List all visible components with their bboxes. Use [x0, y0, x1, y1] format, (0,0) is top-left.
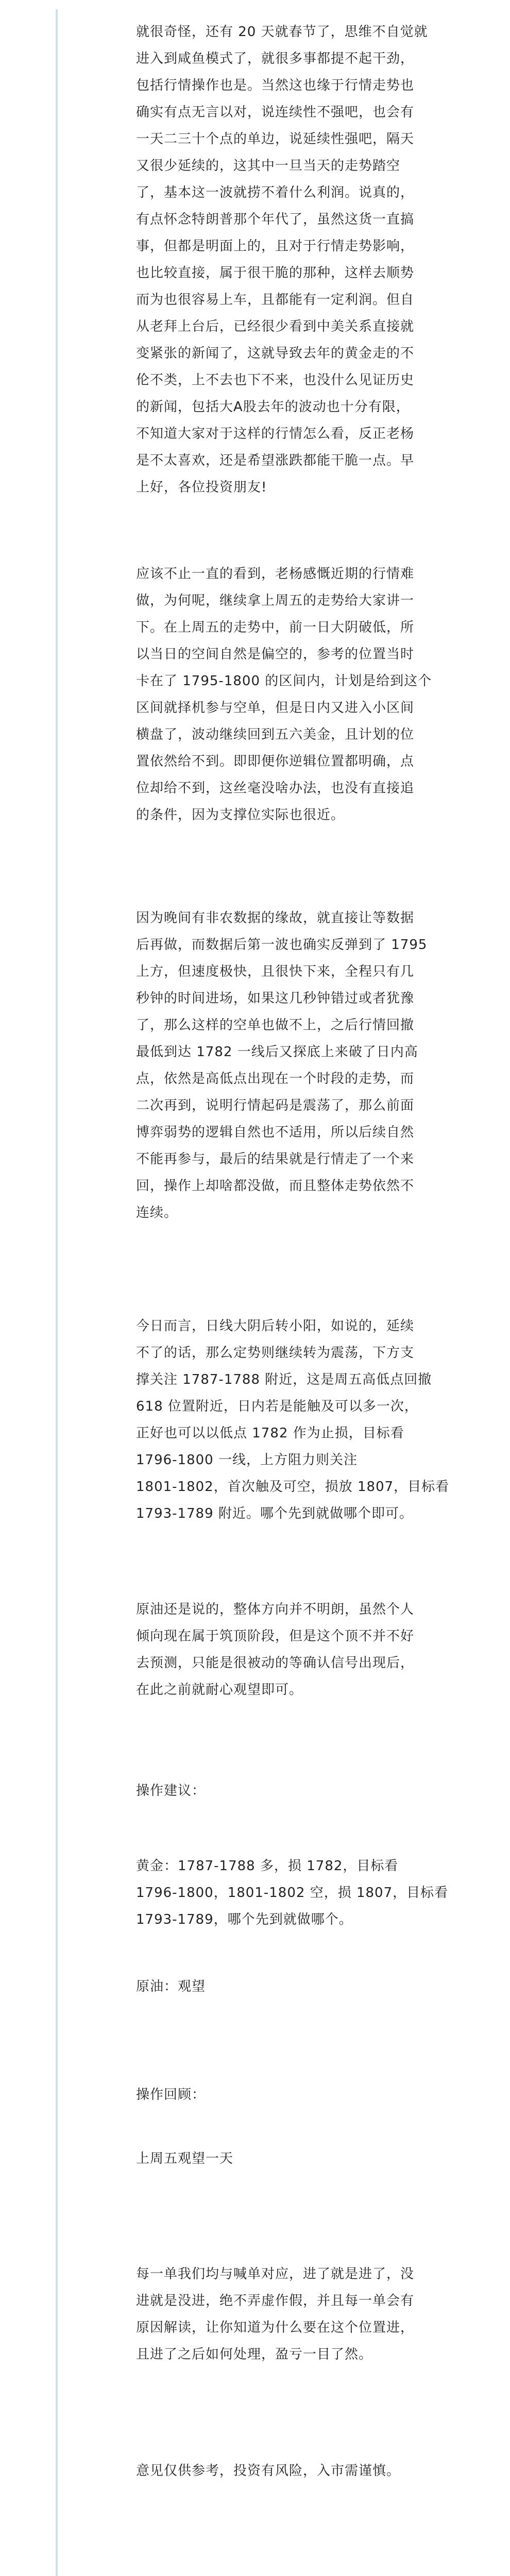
text-line: 应该不止一直的看到，老杨感慨近期的行情难	[136, 566, 415, 582]
text-line: 横盘了，波动继续回到五六美金，且计划的位	[136, 727, 415, 742]
text-line: 撑关注 1787-1788 附近，这是周五高低点回撤	[136, 1372, 432, 1387]
paragraph-text	[136, 19, 509, 501]
paragraph-text	[136, 1313, 509, 1527]
text-line: 上周五观望一天	[136, 2151, 234, 2166]
text-line: 二次再到，说明行情起码是震荡了，那么前面	[136, 1098, 415, 1113]
text-line: 以当日的空间自然是偏空的，参考的位置当时	[136, 647, 415, 662]
paragraph-text	[136, 1777, 509, 1804]
paragraph-1	[136, 19, 509, 501]
text-line: 卡在了 1795-1800 的区间内，计划是给到这个	[136, 673, 432, 689]
text-line: 最低到达 1782 一线后又探底上来破了日内高	[136, 1044, 418, 1060]
text-line: 倾向现在属于筑顶阶段，但是这个顶不并不好	[136, 1629, 415, 1644]
paragraph-3	[136, 905, 509, 1226]
text-line: 意见仅供参考，投资有风险，入市需谨慎。	[136, 2463, 401, 2479]
text-line: 不了的话，那么定势则继续转为震荡，下方支	[136, 1345, 415, 1361]
text-line: 又很少延续的，这其中一旦当天的走势踏空	[136, 158, 401, 174]
paragraph-text	[136, 2261, 509, 2368]
text-line: 原因解读，让你知道为什么要在这个位置进，	[136, 2320, 415, 2335]
paragraph-12	[136, 2458, 509, 2484]
text-line: 1793-1789，哪个先到就做哪个。	[136, 1912, 353, 1927]
text-line: 秒钟的时间进场，如果这几秒钟错过或者犹豫	[136, 991, 415, 1006]
text-line: 从老拜上台后，已经很少看到中美关系直接就	[136, 319, 415, 334]
text-line: 下。在上周五的走势中，前一日大阴破低，所	[136, 620, 415, 635]
paragraph-2	[136, 561, 509, 828]
text-line: 博弈弱势的逻辑自然也不适用，所以后续自然	[136, 1125, 415, 1140]
paragraph-10	[136, 2145, 509, 2172]
text-line: 而为也很容易上车，且都能有一定利润。但自	[136, 292, 415, 308]
text-line: 就很奇怪，还有 20 天就春节了，思维不自觉就	[136, 24, 428, 40]
text-line: 点，依然是高低点出现在一个时段的走势，而	[136, 1071, 415, 1087]
text-line: 了，基本这一波就捞不着什么利润。说真的，	[136, 185, 415, 200]
paragraph-4	[136, 1313, 509, 1527]
text-line: 做，为何呢，继续拿上周五的走势给大家讲一	[136, 593, 415, 608]
text-line: 618 位置附近，日内若是能触及可以多一次，	[136, 1399, 418, 1414]
paragraph-text	[136, 2458, 509, 2484]
paragraph-5	[136, 1596, 509, 1703]
text-line: 进入到咸鱼模式了，就很多事都提不起干劲，	[136, 51, 415, 66]
text-line: 置依然给不到。即即便你逆辑位置都明确，点	[136, 754, 415, 769]
paragraph-text	[136, 561, 509, 828]
text-line: 每一单我们均与喊单对应，进了就是进了，没	[136, 2266, 415, 2282]
text-line: 回，操作上却啥都没做，而且整体走势依然不	[136, 1178, 415, 1194]
paragraph-9	[136, 2081, 509, 2108]
text-line: 原油还是说的，整体方向并不明朗，虽然个人	[136, 1602, 415, 1617]
text-line: 1801-1802，首次触及可空，损放 1807，目标看	[136, 1479, 450, 1495]
text-line: 了，那么这样的空单也做不上，之后行情回撤	[136, 1018, 415, 1033]
text-line: 的新闻，包括大A股去年的波动也十分有限，	[136, 399, 410, 415]
text-line: 操作回顾：	[136, 2087, 206, 2103]
text-line: 上好，各位投资朋友!	[136, 480, 267, 495]
text-line: 操作建议：	[136, 1783, 206, 1799]
text-line: 也比较直接，属于很干脆的那种，这样去顺势	[136, 265, 415, 281]
text-line: 因为晚间有非农数据的缘故，就直接让等数据	[136, 910, 415, 926]
text-line: 上方，但速度极快，且很快下来，全程只有几	[136, 964, 415, 979]
text-line: 确实有点无言以对，说连续性不强吧，也会有	[136, 105, 415, 120]
text-line: 连续。	[136, 1205, 178, 1221]
text-line: 正好也可以以低点 1782 作为止损，目标看	[136, 1426, 404, 1441]
note-card	[56, 9, 501, 2576]
text-line: 一天二三十个点的单边，说延续性强吧，隔天	[136, 131, 415, 147]
text-line: 黄金：1787-1788 多，损 1782，目标看	[136, 1858, 399, 1874]
text-line: 是不太喜欢，还是希望涨跌都能干脆一点。早	[136, 453, 415, 468]
text-line: 后再做，而数据后第一波也确实反弹到了 1795	[136, 937, 428, 953]
text-line: 有点怀念特朗普那个年代了，虽然这货一直搞	[136, 212, 415, 227]
text-line: 包括行情操作也是。当然这也缘于行情走势也	[136, 78, 415, 93]
paragraph-text	[136, 1596, 509, 1703]
text-line: 1793-1789 附近。哪个先到就做哪个即可。	[136, 1506, 413, 1521]
text-line: 伦不类，上不去也下不来，也没什么见证历史	[136, 372, 415, 388]
paragraph-7	[136, 1853, 509, 1933]
paragraph-text	[136, 1973, 509, 2000]
text-line: 1796-1800，1801-1802 空，损 1807，目标看	[136, 1885, 449, 1901]
paragraph-text	[136, 1853, 509, 1933]
paragraph-text	[136, 2145, 509, 2172]
paragraph-text	[136, 2081, 509, 2108]
text-line: 今日而言，日线大阴后转小阳，如说的，延续	[136, 1318, 415, 1334]
text-line: 1796-1800 一线，上方阻力则关注	[136, 1452, 358, 1468]
text-line: 不知道大家对于这样的行情怎么看，反正老杨	[136, 426, 415, 442]
paragraph-8	[136, 1973, 509, 2000]
text-line: 变紧张的新闻了，这就导致去年的黄金走的不	[136, 346, 415, 361]
text-line: 的条件，因为支撑位实际也很近。	[136, 807, 345, 823]
text-line: 在此之前就耐心观望即可。	[136, 1682, 303, 1698]
paragraph-text	[136, 905, 509, 1226]
text-line: 原油：观望	[136, 1979, 206, 1994]
text-line: 不能再参与，最后的结果就是行情走了一个来	[136, 1151, 415, 1167]
text-line: 区间就择机参与空单，但是日内又进入小区间	[136, 700, 415, 716]
text-line: 去预测，只能是很被动的等确认信号出现后，	[136, 1655, 415, 1671]
paragraph-11	[136, 2261, 509, 2368]
text-line: 事，但都是明面上的，且对于行情走势影响，	[136, 239, 415, 254]
text-line: 且进了之后如何处理，盈亏一目了然。	[136, 2347, 373, 2362]
text-line: 进就是没进，绝不弄虚作假，并且每一单会有	[136, 2293, 415, 2309]
paragraph-6	[136, 1777, 509, 1804]
text-line: 位却给不到，这丝毫没啥办法，也没有直接追	[136, 781, 415, 796]
